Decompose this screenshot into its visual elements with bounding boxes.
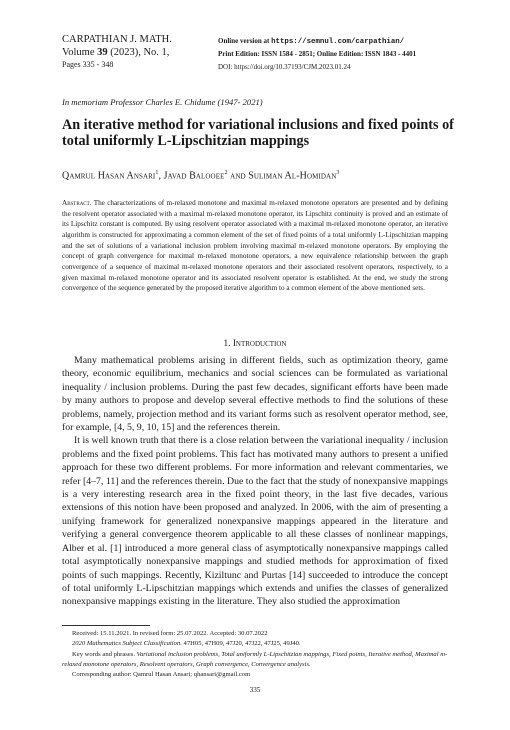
- online-url-link[interactable]: https://semnul.com/carpathian/: [271, 38, 405, 46]
- footnotes: [62, 629, 448, 680]
- volume-number: 39: [97, 47, 108, 58]
- page-range: Pages 335 - 348: [62, 60, 114, 69]
- page-number: 335: [249, 686, 261, 694]
- issn-line: Print Edition: ISSN 1584 - 2851; Online Edition: ISSN 1843 - 4401: [218, 50, 417, 59]
- abstract-heading: Abstract.: [62, 199, 92, 207]
- keywords: Key words and phrases. Variational inclusion problems, Total uniformly L-Lipschitzian mappings, Fixed points, Iterative method, Maximal m-relaxed monotone operators, Resolvent operators, Graph convergence, Convergence analysis.: [62, 650, 448, 668]
- author-al-homidan: Suliman Al-Homidan: [248, 170, 337, 182]
- journal-name: CARPATHIAN J. MATH.: [62, 34, 172, 45]
- author-balooee: Javad Balooee: [163, 170, 225, 182]
- online-version: Online version at https://semnul.com/carpathian/: [218, 37, 405, 46]
- footnote-divider: [62, 625, 150, 626]
- section-heading: 1. Introduction: [223, 339, 287, 349]
- journal-info: [62, 33, 172, 71]
- dedication: In memoriam Professor Charles E. Chidume (1947- 2021): [62, 97, 263, 107]
- paper-title: An iterative method for variational inclusions and fixed points of total uniformly L-Lipschitzian mappings: [62, 117, 454, 149]
- abstract-text: The characterizations of m-relaxed monotone and maximal m-relaxed monotone operators are presented and by defining the resolvent operator associated with a maximal m-relaxed monotone operator, its Lipschitz continuity is proved and an estimate of its Lipschitz constant is computed. By using resolvent operator associated with a maximal m-relaxed monotone operator, an iterative algorithm is constructed for approximating a common element of the set of fixed points of a total uniformly L-Lipschitzian mapping and the set of solutions of a variational inclusion problem involving maximal m-relaxed monotone operators. By employing the concept of graph convergence for maximal m-relaxed monotone operators, a new equivalence relationship between the graph convergence of a sequence of maximal m-relaxed monotone operators and their associated resolvent operators, respectively, to a given maximal m-relaxed monotone operator and its associated resolvent operator is established. At the end, we study the strong convergence of the sequence generated by the proposed iterative algorithm to a common element of the above mentioned sets.: [62, 199, 448, 293]
- author-ansari: Qamrul Hasan Ansari: [62, 170, 156, 182]
- msc-classification: 2020 Mathematics Subject Classification. 47H05, 47H09, 47J20, 47J22, 47J25, 49J40.: [72, 640, 301, 648]
- abstract: [62, 198, 448, 294]
- corresponding-author: Corresponding author: Qamrul Hasan Ansari; qhansari@gmail.com: [72, 671, 251, 679]
- introduction-body: [62, 354, 448, 609]
- received-dates: Received: 15.11.2021. In revised form: 25.07.2022. Accepted: 30.07.2022: [72, 630, 268, 637]
- doi-link[interactable]: DOI: https://doi.org/10.37193/CJM.2023.01.24: [218, 62, 351, 71]
- publication-meta: [218, 35, 416, 73]
- author-list: Qamrul Hasan Ansari$^1$, Javad Balooee$^2$ and Suliman Al-Homidan$^3$: [62, 170, 340, 182]
- volume-line: Volume 39 (2023), No. 1,: [62, 47, 170, 58]
- intro-paragraph: Many mathematical problems arising in different fields, such as optimization theory, game theory, economic equilibrium, mechanics and social sciences can be formulated as variational inequality / inclusion problems. During the past few decades, significant efforts have been made by many authors to propose and develop several effective methods to find the solutions of these problems, namely, projection method and its variant forms such as resolvent operator method, see, for example, [4, 5, 9, 10, 15] and the references therein.: [62, 355, 448, 434]
- intro-paragraph: It is well known truth that there is a close relation between the variational inequality / inclusion problems and the fixed point problems. This fact has motivated many authors to present a unified approach for these two different problems. For more information and relevant commentaries, we refer [4–7, 11] and the references therein. Due to the fact that the study of nonexpansive mappings is a very interesting research area in the fixed point theory, in the last five decades, various extensions of this notion have been proposed and analyzed. In 2006, with the aim of presenting a unifying framework for generalized nonexpansive mappings appeared in the literature and verifying a general convergence theorem applicable to all these classes of nonlinear mappings, Alber et al. [1] introduced a more general class of asymptotically nonexpansive mappings called total asymptotically nonexpansive mappings and studied methods for approximation of fixed points of such mappings. Recently, Kiziltunc and Purtas [14] succeeded to introduce the concept of total uniformly L-Lipschitzian mappings which extends and unifies the classes of generalized nonexpansive mappings existing in the literature. They also studied the approximation: [62, 435, 448, 608]
